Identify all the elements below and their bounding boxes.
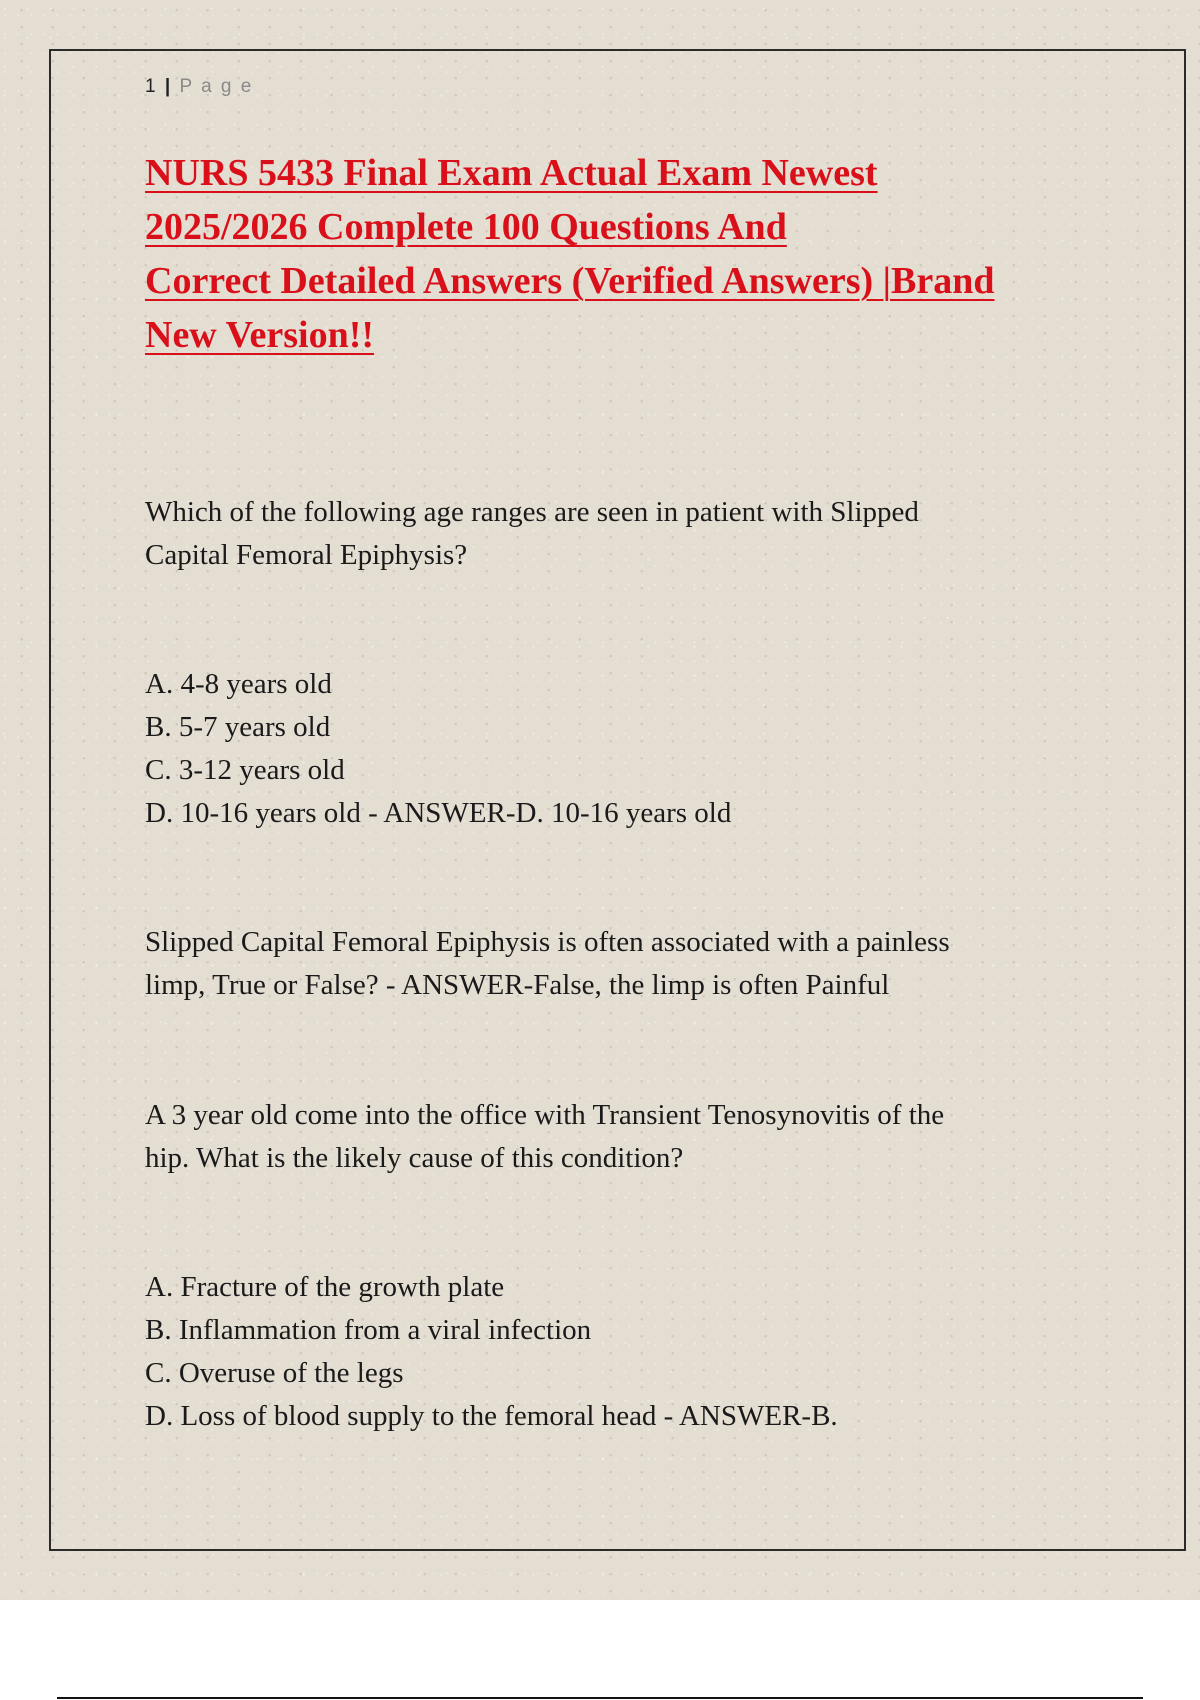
question-1 [145, 491, 1085, 577]
title-line: New Version!! [145, 314, 375, 356]
option-a: A. 4-8 years old [145, 668, 332, 700]
question-line: limp, True or False? - ANSWER-False, the limp is often Painful [145, 969, 890, 1001]
question-line: Slipped Capital Femoral Epiphysis is often associated with a painless [145, 926, 950, 958]
option-d-answer: D. Loss of blood supply to the femoral head - ANSWER-B. [145, 1400, 838, 1432]
title-line: 2025/2026 Complete 100 Questions And [145, 206, 787, 248]
page-label: P a g e [179, 76, 254, 97]
question-line: A 3 year old come into the office with Transient Tenosynovitis of the [145, 1099, 945, 1131]
option-c: C. Overuse of the legs [145, 1357, 404, 1389]
footer-divider [57, 1697, 1143, 1699]
title-line: Correct Detailed Answers (Verified Answers) |Brand [145, 260, 995, 302]
question-1-options [145, 663, 1085, 835]
page-number: 1 [145, 76, 158, 97]
title-line: NURS 5433 Final Exam Actual Exam Newest [145, 152, 878, 194]
page-header [145, 76, 253, 98]
question-line: Capital Femoral Epiphysis? [145, 539, 468, 571]
question-line: Which of the following age ranges are seen in patient with Slipped [145, 496, 919, 528]
option-b: B. 5-7 years old [145, 711, 331, 743]
option-d-answer: D. 10-16 years old - ANSWER-D. 10-16 years old [145, 797, 732, 829]
document-title [145, 146, 1065, 362]
option-a: A. Fracture of the growth plate [145, 1271, 505, 1303]
question-line: hip. What is the likely cause of this condition? [145, 1142, 684, 1174]
option-c: C. 3-12 years old [145, 754, 345, 786]
page-separator: | [164, 76, 173, 97]
question-3-options [145, 1266, 1085, 1438]
option-b: B. Inflammation from a viral infection [145, 1314, 592, 1346]
question-2 [145, 921, 1085, 1007]
question-3 [145, 1094, 1085, 1180]
